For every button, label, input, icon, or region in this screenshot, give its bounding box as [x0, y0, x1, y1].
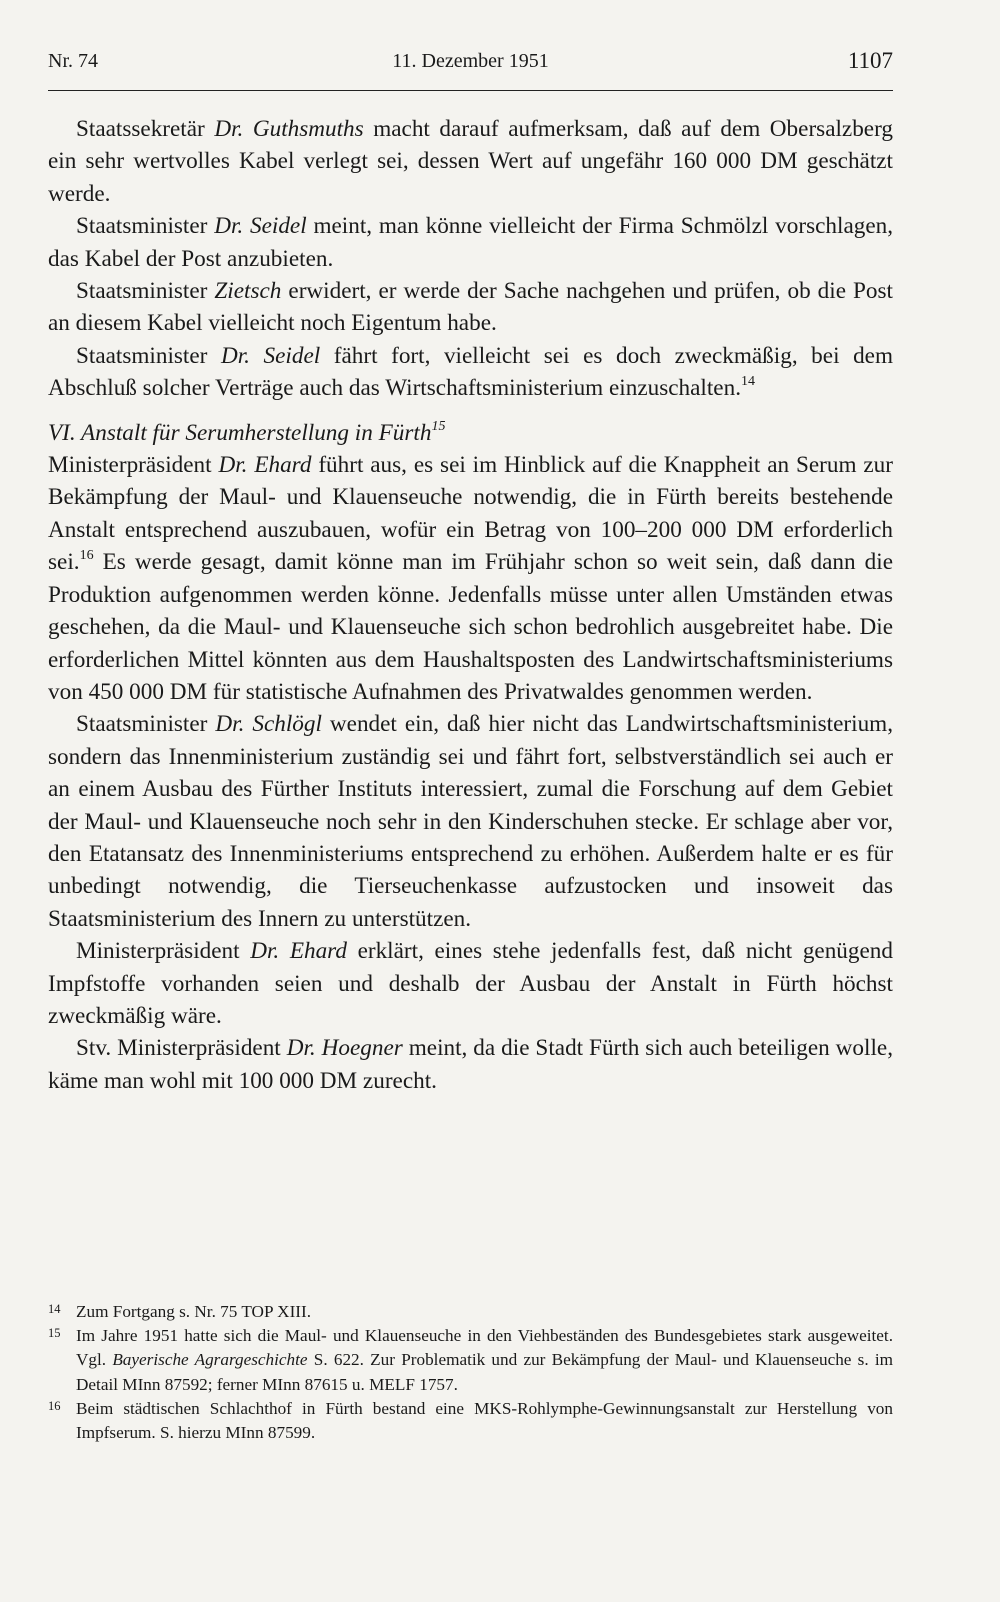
- footnote: 16 Beim städtischen Schlachthof in Fürth bestand eine MKS-Rohlymphe-Gewinnungsanstalt zur Herstellung von Impfserum. S. hierzu MInn 87599.: [48, 1397, 893, 1445]
- section-heading: VI. Anstalt für Serumherstellung in Fürth$^{15}$: [48, 418, 446, 446]
- paragraph: Ministerpräsident Dr. Ehard erklärt, eines stehe jedenfalls fest, daß nicht genügend Impfstoffe vorhanden seien und deshalb der Ausbau der Anstalt in Fürth höchst zweckmäßig wäre.: [48, 938, 893, 1029]
- footnote-ref: 14: [741, 374, 755, 390]
- speaker-name: Dr. Seidel: [220, 342, 321, 369]
- footnotes: [48, 1300, 893, 1445]
- speaker-name: Zietsch: [214, 278, 282, 305]
- page-number: 1107: [847, 48, 893, 73]
- footnote-ref: 15: [431, 418, 446, 434]
- paragraph: Staatsminister Dr. Schlögl wendet ein, daß hier nicht das Landwirtschaftsministerium, sondern das Innenministerium zuständig sei und fährt fort, selbstverständlich sei auch er an einem Ausbau des Fürther Instituts interessiert, zumal die Forschung auf dem Gebiet der Maul- und Klauenseuche noch sehr in den Kinderschuhen stecke. Er schlage aber vor, den Etatansatz des Innenministeriums entsprechend zu erhöhen. Außerdem halte er es für unbedingt notwendig, die Tierseuchenkasse aufzustocken und insoweit das Staatsministerium des Innern zu unterstützen.: [48, 711, 893, 932]
- header-rule: [48, 90, 893, 91]
- paragraph: Stv. Ministerpräsident Dr. Hoegner meint, da die Stadt Fürth sich auch beteiligen wolle, käme man wohl mit 100 000 DM zurecht.: [48, 1035, 893, 1094]
- footnote-number: 15: [48, 1326, 61, 1341]
- header-date: 11. Dezember 1951: [392, 50, 549, 72]
- paragraph: Ministerpräsident Dr. Ehard führt aus, es sei im Hinblick auf die Knappheit an Serum zur Bekämpfung der Maul- und Klauenseuche notwendig, die in Fürth bereits bestehende Anstalt entsprechend auszubauen, wofür ein Betrag von 100–200 000 DM erforderlich sei.$^{16}$ Es werde gesagt, damit könne man im Frühjahr schon so weit sein, daß dann die Produktion aufgenommen werden könne. Jedenfalls müsse unter allen Umständen etwas geschehen, da die Maul- und Klauenseuche sich schon bedrohlich ausgebreitet habe. Die erforderlichen Mittel könnten aus dem Haushaltsposten des Landwirtschaftsministeriums von 450 000 DM für statistische Aufnahmen des Privatwaldes genommen werden.: [48, 452, 893, 705]
- paragraph: Staatsminister Dr. Seidel fährt fort, vielleicht sei es doch zweckmäßig, bei dem Abschluß solcher Verträge auch das Wirtschaftsministerium einzuschalten.$^{14}$: [48, 342, 893, 402]
- page-header: [48, 50, 893, 86]
- footnote: 14 Zum Fortgang s. Nr. 75 TOP XIII.: [48, 1300, 893, 1324]
- speaker-name: Dr. Ehard: [218, 452, 312, 479]
- paragraph: Staatsminister Zietsch erwidert, er werde der Sache nachgehen und prüfen, ob die Post an diesem Kabel vielleicht noch Eigentum habe.: [48, 278, 893, 337]
- footnote-ref: 16: [79, 548, 94, 564]
- speaker-name: Dr. Ehard: [250, 938, 347, 965]
- speaker-name: Dr. Seidel: [214, 213, 307, 240]
- speaker-name: Dr. Guthsmuths: [214, 116, 364, 142]
- footnote: 15 Im Jahre 1951 hatte sich die Maul- und Klauenseuche in den Viehbeständen des Bundesgebietes stark ausgeweitet. Vgl. Bayerische Agrargeschichte S. 622. Zur Problematik und zur Bekämpfung der Maul- und Klauenseuche s. im Detail MInn 87592; ferner MInn 87615 u. MELF 1757.: [48, 1324, 893, 1397]
- speaker-name: Dr. Schlögl: [215, 711, 322, 738]
- document-number: Nr. 74: [48, 50, 98, 72]
- paragraph: Staatssekretär Dr. Guthsmuths macht darauf aufmerksam, daß auf dem Obersalzberg ein sehr wertvolles Kabel verlegt sei, dessen Wert auf ungefähr 160 000 DM geschätzt werde.: [48, 116, 893, 207]
- footnote-number: 14: [48, 1302, 61, 1316]
- body-text: [48, 113, 893, 1097]
- footnote-number: 16: [48, 1398, 61, 1413]
- paragraph: Staatsminister Dr. Seidel meint, man könne vielleicht der Firma Schmölzl vorschlagen, das Kabel der Post anzubieten.: [48, 213, 894, 272]
- speaker-name: Dr. Hoegner: [286, 1035, 403, 1062]
